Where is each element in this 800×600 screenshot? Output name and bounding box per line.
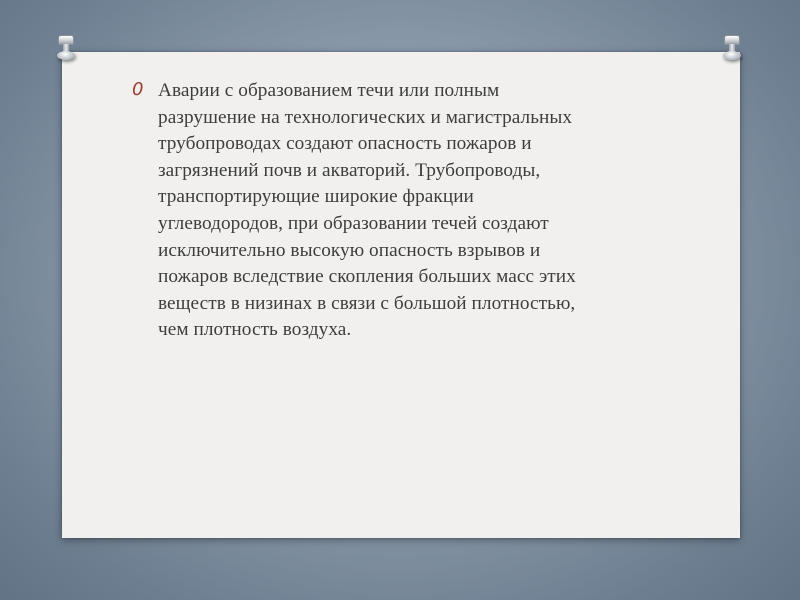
slide-content [132,78,642,344]
pushpin-base [57,51,75,60]
bullet-item [132,78,642,344]
bullet-text: Аварии с образованием течи или полным разрушение на технологических и магистральных трубопроводах создают опасность пожаров и загрязнений почв и акваторий. Трубопроводы, транспортирующие широкие фракции углеводородов, при образовании течей создают исключительно высокую опасность взрывов и пожаров вследствие скопления больших масс этих веществ в низинах в связи с большой плотностью, чем плотность воздуха. [158,80,576,341]
pushpin-icon [723,35,741,61]
bullet-marker-icon: 0 [132,79,144,100]
pushpin-base [723,51,741,60]
pushpin-icon [57,35,75,61]
